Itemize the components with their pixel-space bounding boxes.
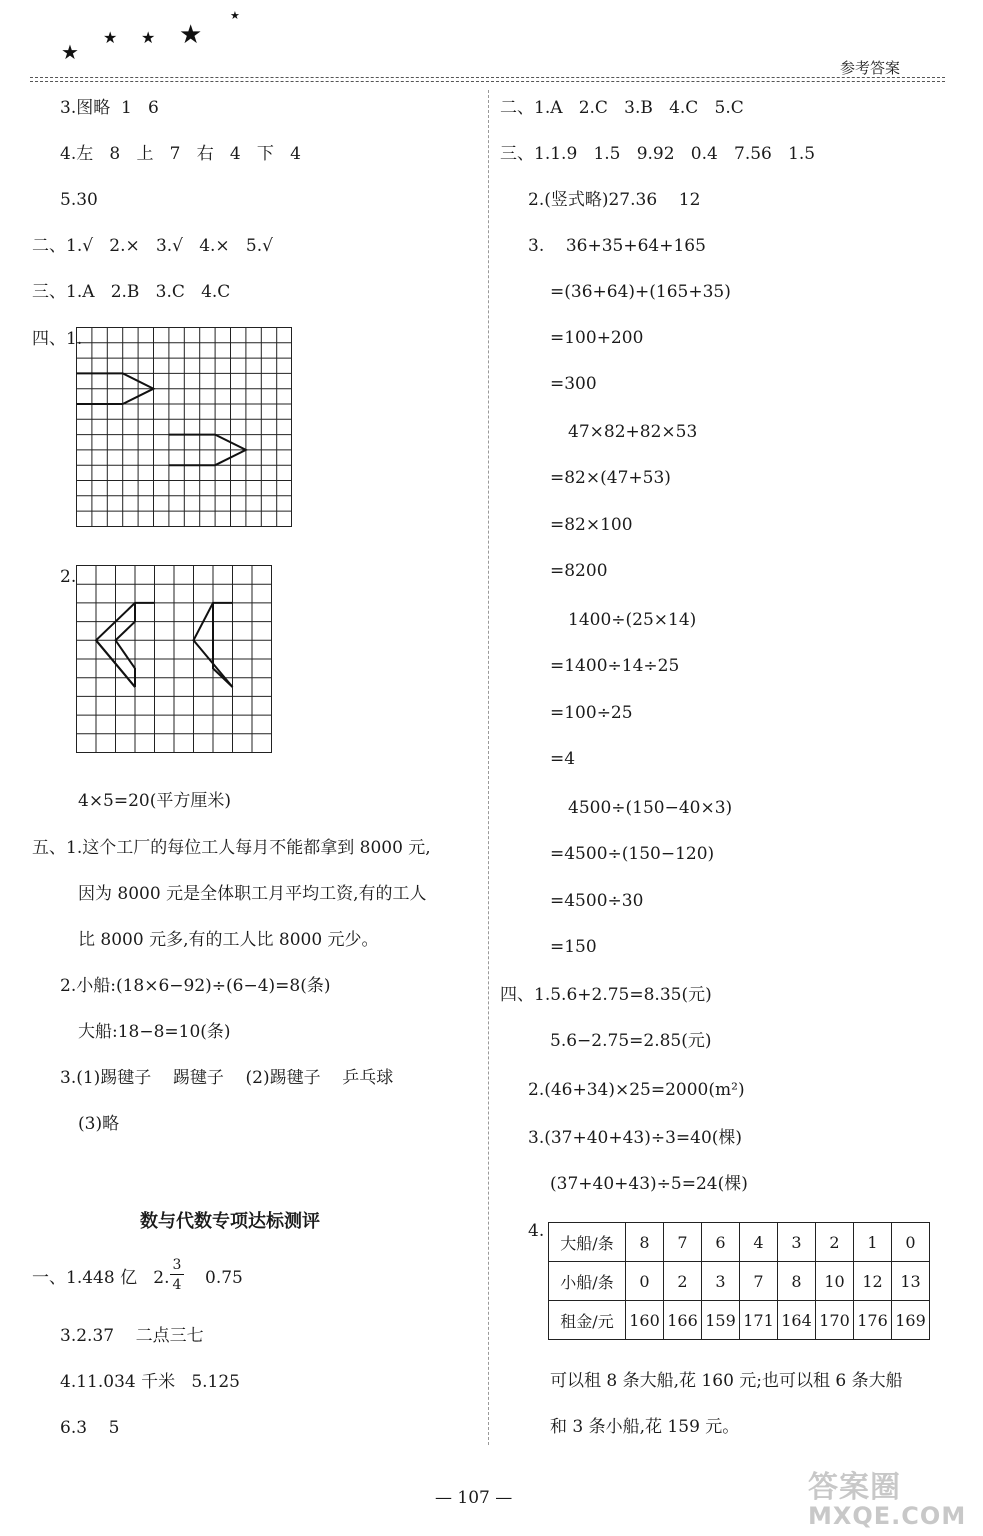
- right-line: 和 3 条小船,花 159 元。: [550, 1417, 740, 1437]
- watermark-bottom: MXQE.COM: [808, 1502, 967, 1530]
- fraction-denominator: 4: [172, 1277, 182, 1293]
- table-cell: 159: [702, 1301, 740, 1340]
- left-line: 比 8000 元多,有的工人比 8000 元少。: [78, 930, 379, 950]
- fraction-numerator: 3: [172, 1257, 182, 1273]
- right-line: 四、1.5.6+2.75=8.35(元): [500, 985, 712, 1005]
- table-cell: 2: [664, 1262, 702, 1301]
- star-icon: ★: [230, 9, 240, 22]
- question-label: 四、1.: [32, 329, 83, 349]
- table-cell: 2: [816, 1223, 854, 1262]
- left-line: 3.(1)踢毽子 踢毽子 (2)踢毽子 乒乓球: [60, 1068, 394, 1088]
- right-line: 3. 36+35+64+165: [528, 236, 706, 256]
- left-line: (3)略: [78, 1114, 120, 1134]
- watermark: [808, 1462, 966, 1530]
- right-line: =4500÷30: [550, 891, 644, 911]
- right-line: 2.(竖式略)27.36 12: [528, 190, 701, 210]
- right-line: (37+40+43)÷5=24(棵): [550, 1174, 748, 1194]
- question-label: 2.: [60, 567, 77, 587]
- question-label: 4.: [528, 1221, 545, 1241]
- left-line: 一、1.448 亿 2.: [32, 1268, 170, 1288]
- star-icon: ★: [179, 20, 203, 50]
- table-cell: 170: [816, 1301, 854, 1340]
- left-line: 4.11.034 千米 5.125: [60, 1372, 240, 1392]
- right-line: =(36+64)+(165+35): [550, 282, 731, 302]
- table-cell: 0: [892, 1223, 930, 1262]
- star-icon: ★: [103, 28, 118, 47]
- left-line: 3.2.37 二点三七: [60, 1326, 204, 1346]
- table-cell: 164: [778, 1301, 816, 1340]
- table-cell: 13: [892, 1262, 930, 1301]
- right-line: =100+200: [550, 328, 644, 348]
- right-line: 3.(37+40+43)÷3=40(棵): [528, 1128, 743, 1148]
- table-row: [549, 1262, 930, 1301]
- table-row-header: 租金/元: [549, 1301, 626, 1340]
- table-cell: 0: [626, 1262, 664, 1301]
- right-line: =100÷25: [550, 703, 633, 723]
- left-line: 2.小船:(18×6−92)÷(6−4)=8(条): [60, 976, 331, 996]
- table-cell: 7: [740, 1262, 778, 1301]
- rental-table: [548, 1222, 930, 1340]
- right-line: 三、1.1.9 1.5 9.92 0.4 7.56 1.5: [500, 144, 816, 164]
- left-line: 大船:18−8=10(条): [78, 1022, 231, 1042]
- right-line: =82×100: [550, 515, 633, 535]
- table-cell: 1: [854, 1223, 892, 1262]
- table-cell: 3: [702, 1262, 740, 1301]
- header-rule: [30, 77, 945, 78]
- right-line: =82×(47+53): [550, 468, 671, 488]
- table-cell: 7: [664, 1223, 702, 1262]
- table-cell: 12: [854, 1262, 892, 1301]
- left-line: 因为 8000 元是全体职工月平均工资,有的工人: [78, 884, 427, 904]
- right-line: =300: [550, 374, 597, 394]
- section-title: 数与代数专项达标测评: [140, 1211, 320, 1232]
- table-cell: 3: [778, 1223, 816, 1262]
- table-cell: 8: [626, 1223, 664, 1262]
- left-line: 4.左 8 上 7 右 4 下 4: [60, 144, 301, 164]
- table-cell: 176: [854, 1301, 892, 1340]
- right-line: 可以租 8 条大船,花 160 元;也可以租 6 条大船: [550, 1371, 903, 1391]
- header-rule-2: [30, 81, 945, 82]
- right-line: =4: [550, 749, 576, 769]
- table-cell: 6: [702, 1223, 740, 1262]
- table-row-header: 小船/条: [549, 1262, 626, 1301]
- watermark-top: 答案圈: [808, 1470, 901, 1505]
- left-line: 5.30: [60, 190, 98, 210]
- fraction-bar: [170, 1274, 184, 1275]
- table-row: [549, 1301, 930, 1340]
- left-line: 0.75: [205, 1268, 243, 1288]
- right-line: 1400÷(25×14): [568, 610, 697, 630]
- right-line: 5.6−2.75=2.85(元): [550, 1031, 712, 1051]
- star-icon: ★: [61, 40, 79, 64]
- table-cell: 160: [626, 1301, 664, 1340]
- table-row: [549, 1223, 930, 1262]
- right-line: =1400÷14÷25: [550, 656, 680, 676]
- right-line: 4500÷(150−40×3): [568, 798, 733, 818]
- table-cell: 169: [892, 1301, 930, 1340]
- right-line: 二、1.A 2.C 3.B 4.C 5.C: [500, 98, 744, 118]
- left-line: 二、1.√ 2.× 3.√ 4.× 5.√: [32, 236, 273, 256]
- right-line: =8200: [550, 561, 608, 581]
- left-line: 五、1.这个工厂的每位工人每月不能都拿到 8000 元,: [32, 838, 431, 858]
- symmetry-grid: [76, 565, 272, 754]
- table-row-header: 大船/条: [549, 1223, 626, 1262]
- translation-grid: [76, 327, 292, 528]
- right-line: =150: [550, 937, 597, 957]
- area-answer: 4×5=20(平方厘米): [78, 791, 232, 811]
- header-title: 参考答案: [840, 59, 901, 77]
- column-divider: [488, 90, 489, 1445]
- table-cell: 8: [778, 1262, 816, 1301]
- left-line: 3.图略 1 6: [60, 98, 159, 118]
- table-cell: 171: [740, 1301, 778, 1340]
- right-line: 47×82+82×53: [568, 422, 698, 442]
- table-cell: 166: [664, 1301, 702, 1340]
- right-line: 2.(46+34)×25=2000(m²): [528, 1080, 745, 1100]
- table-cell: 4: [740, 1223, 778, 1262]
- right-line: =4500÷(150−120): [550, 844, 715, 864]
- star-icon: ★: [141, 28, 156, 47]
- left-line: 6.3 5: [60, 1418, 120, 1438]
- page-number: — 107 —: [435, 1488, 513, 1508]
- table-cell: 10: [816, 1262, 854, 1301]
- left-line: 三、1.A 2.B 3.C 4.C: [32, 282, 231, 302]
